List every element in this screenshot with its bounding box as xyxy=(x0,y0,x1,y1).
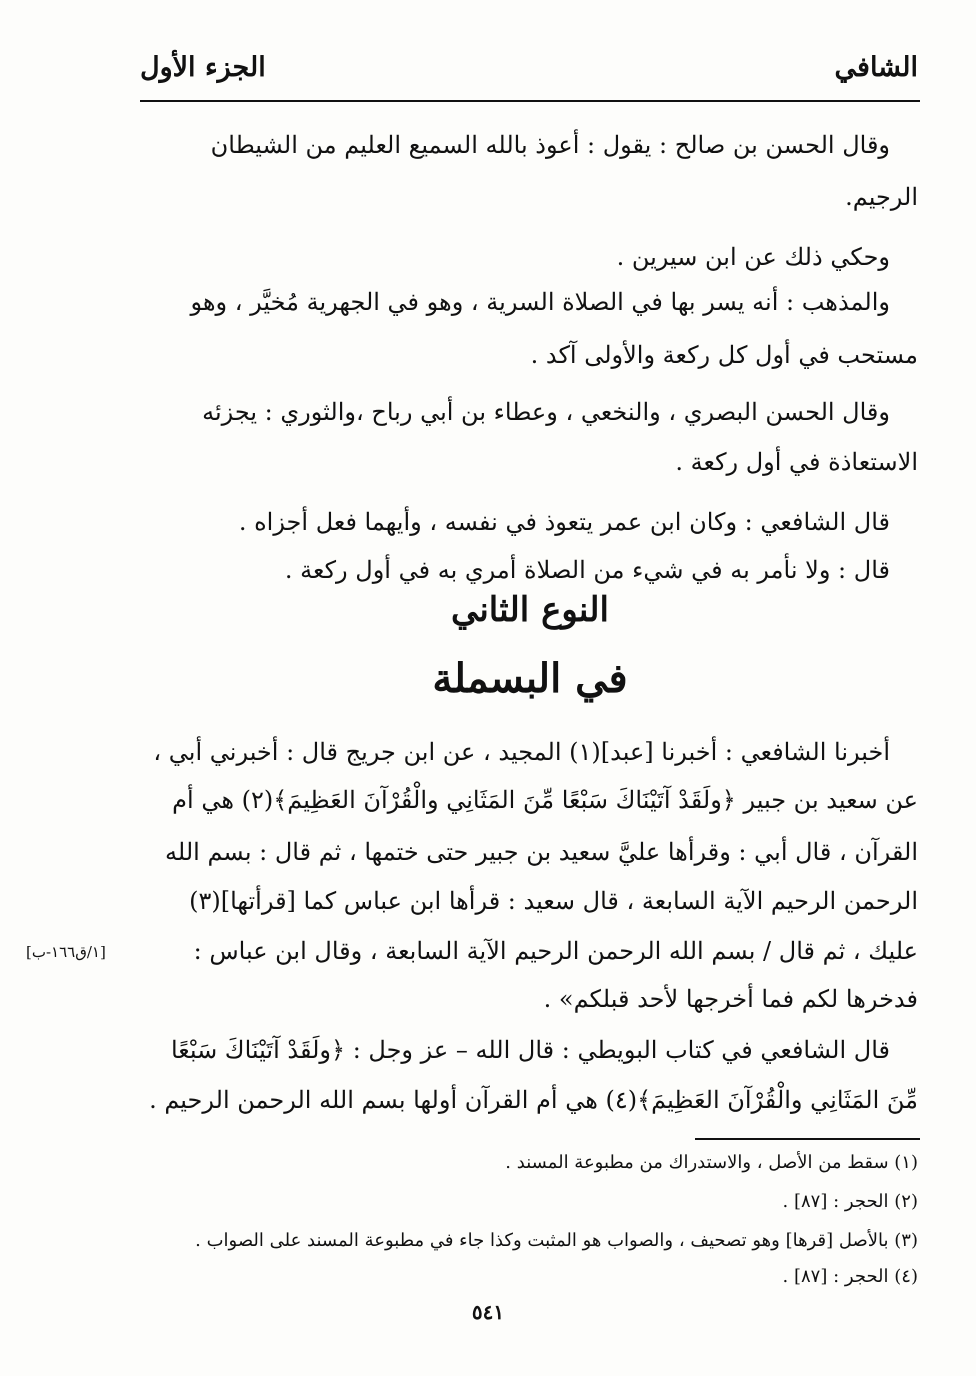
body-line: والمذهب : أنه يسر بها في الصلاة السرية ، وهو في الجهرية مُخيَّر ، وهو xyxy=(190,288,890,316)
body-line: الرجيم. xyxy=(845,183,918,211)
body-line: مِّنَ المَثَانِي والْقُرْآنَ العَظِيمَ﴾(٤) هي أم القرآن أولها بسم الله الرحمن الرحيم . xyxy=(149,1086,918,1114)
body-line: قال الشافعي : وكان ابن عمر يتعوذ في نفسه ، وأيهما فعل أجزاه . xyxy=(238,508,890,536)
body-line: القرآن ، قال أبي : وقرأها عليَّ سعيد بن جبير حتى ختمها ، ثم قال : بسم الله xyxy=(165,838,918,866)
body-line: أخبرنا الشافعي : أخبرنا [عبد](١) المجيد ، عن ابن جريج قال : أخبرني أبي ، xyxy=(153,738,890,766)
section-subheading: في البسملة xyxy=(432,655,628,702)
footnote: (١) سقط من الأصل ، والاستدراك من مطبوعة المسند . xyxy=(505,1152,918,1173)
body-line: عليك ، ثم قال / بسم الله الرحمن الرحيم الآية السابعة ، وقال ابن عباس : xyxy=(193,937,918,965)
body-line: قال : ولا نأمر به في شيء من الصلاة أمري به في أول ركعة . xyxy=(284,556,890,584)
footnote: (٤) الحجر : [٨٧] . xyxy=(782,1266,918,1287)
section-heading: النوع الثاني xyxy=(451,590,609,630)
body-line: فدخرها لكم فما أخرجها لأحد قبلكم» . xyxy=(543,985,918,1013)
body-line: الاستعاذة في أول ركعة . xyxy=(675,448,918,476)
header-book-title: الشافي xyxy=(834,52,918,83)
body-line: مستحب في أول كل ركعة والأولى آكد . xyxy=(530,341,918,369)
body-line: عن سعيد بن جبير ﴿ولَقَدْ آتَيْنَاكَ سَبْعًا مِّنَ المَثَانِي والْقُرْآنَ العَظِيمَ﴾(٢) هي أم xyxy=(172,786,918,814)
header-volume: الجزء الأول xyxy=(140,52,266,83)
body-line: وقال الحسن البصري ، والنخعي ، وعطاء بن أبي رباح ،والثوري : يجزئه xyxy=(202,398,890,426)
footnote: (٢) الحجر : [٨٧] . xyxy=(782,1191,918,1212)
body-line: قال الشافعي في كتاب البويطي : قال الله – عز وجل : ﴿ولَقَدْ آتَيْنَاكَ سَبْعًا xyxy=(170,1036,890,1064)
body-line: وقال الحسن بن صالح : يقول : أعوذ بالله السميع العليم من الشيطان xyxy=(210,131,890,159)
body-line: الرحمن الرحيم الآية السابعة ، قال سعيد : قرأها ابن عباس كما [قرأتها](٣) xyxy=(189,887,918,915)
page-number: ٥٤١ xyxy=(471,1300,505,1324)
margin-folio-note: [١/ق١٦٦-ب] xyxy=(26,943,106,961)
footnote-rule xyxy=(695,1138,920,1140)
footnote: (٣) بالأصل [قرها] وهو تصحيف ، والصواب هو المثبت وكذا جاء في مطبوعة المسند على الصواب . xyxy=(195,1230,918,1251)
header-rule xyxy=(140,100,920,102)
body-line: وحكي ذلك عن ابن سيرين . xyxy=(616,243,890,271)
